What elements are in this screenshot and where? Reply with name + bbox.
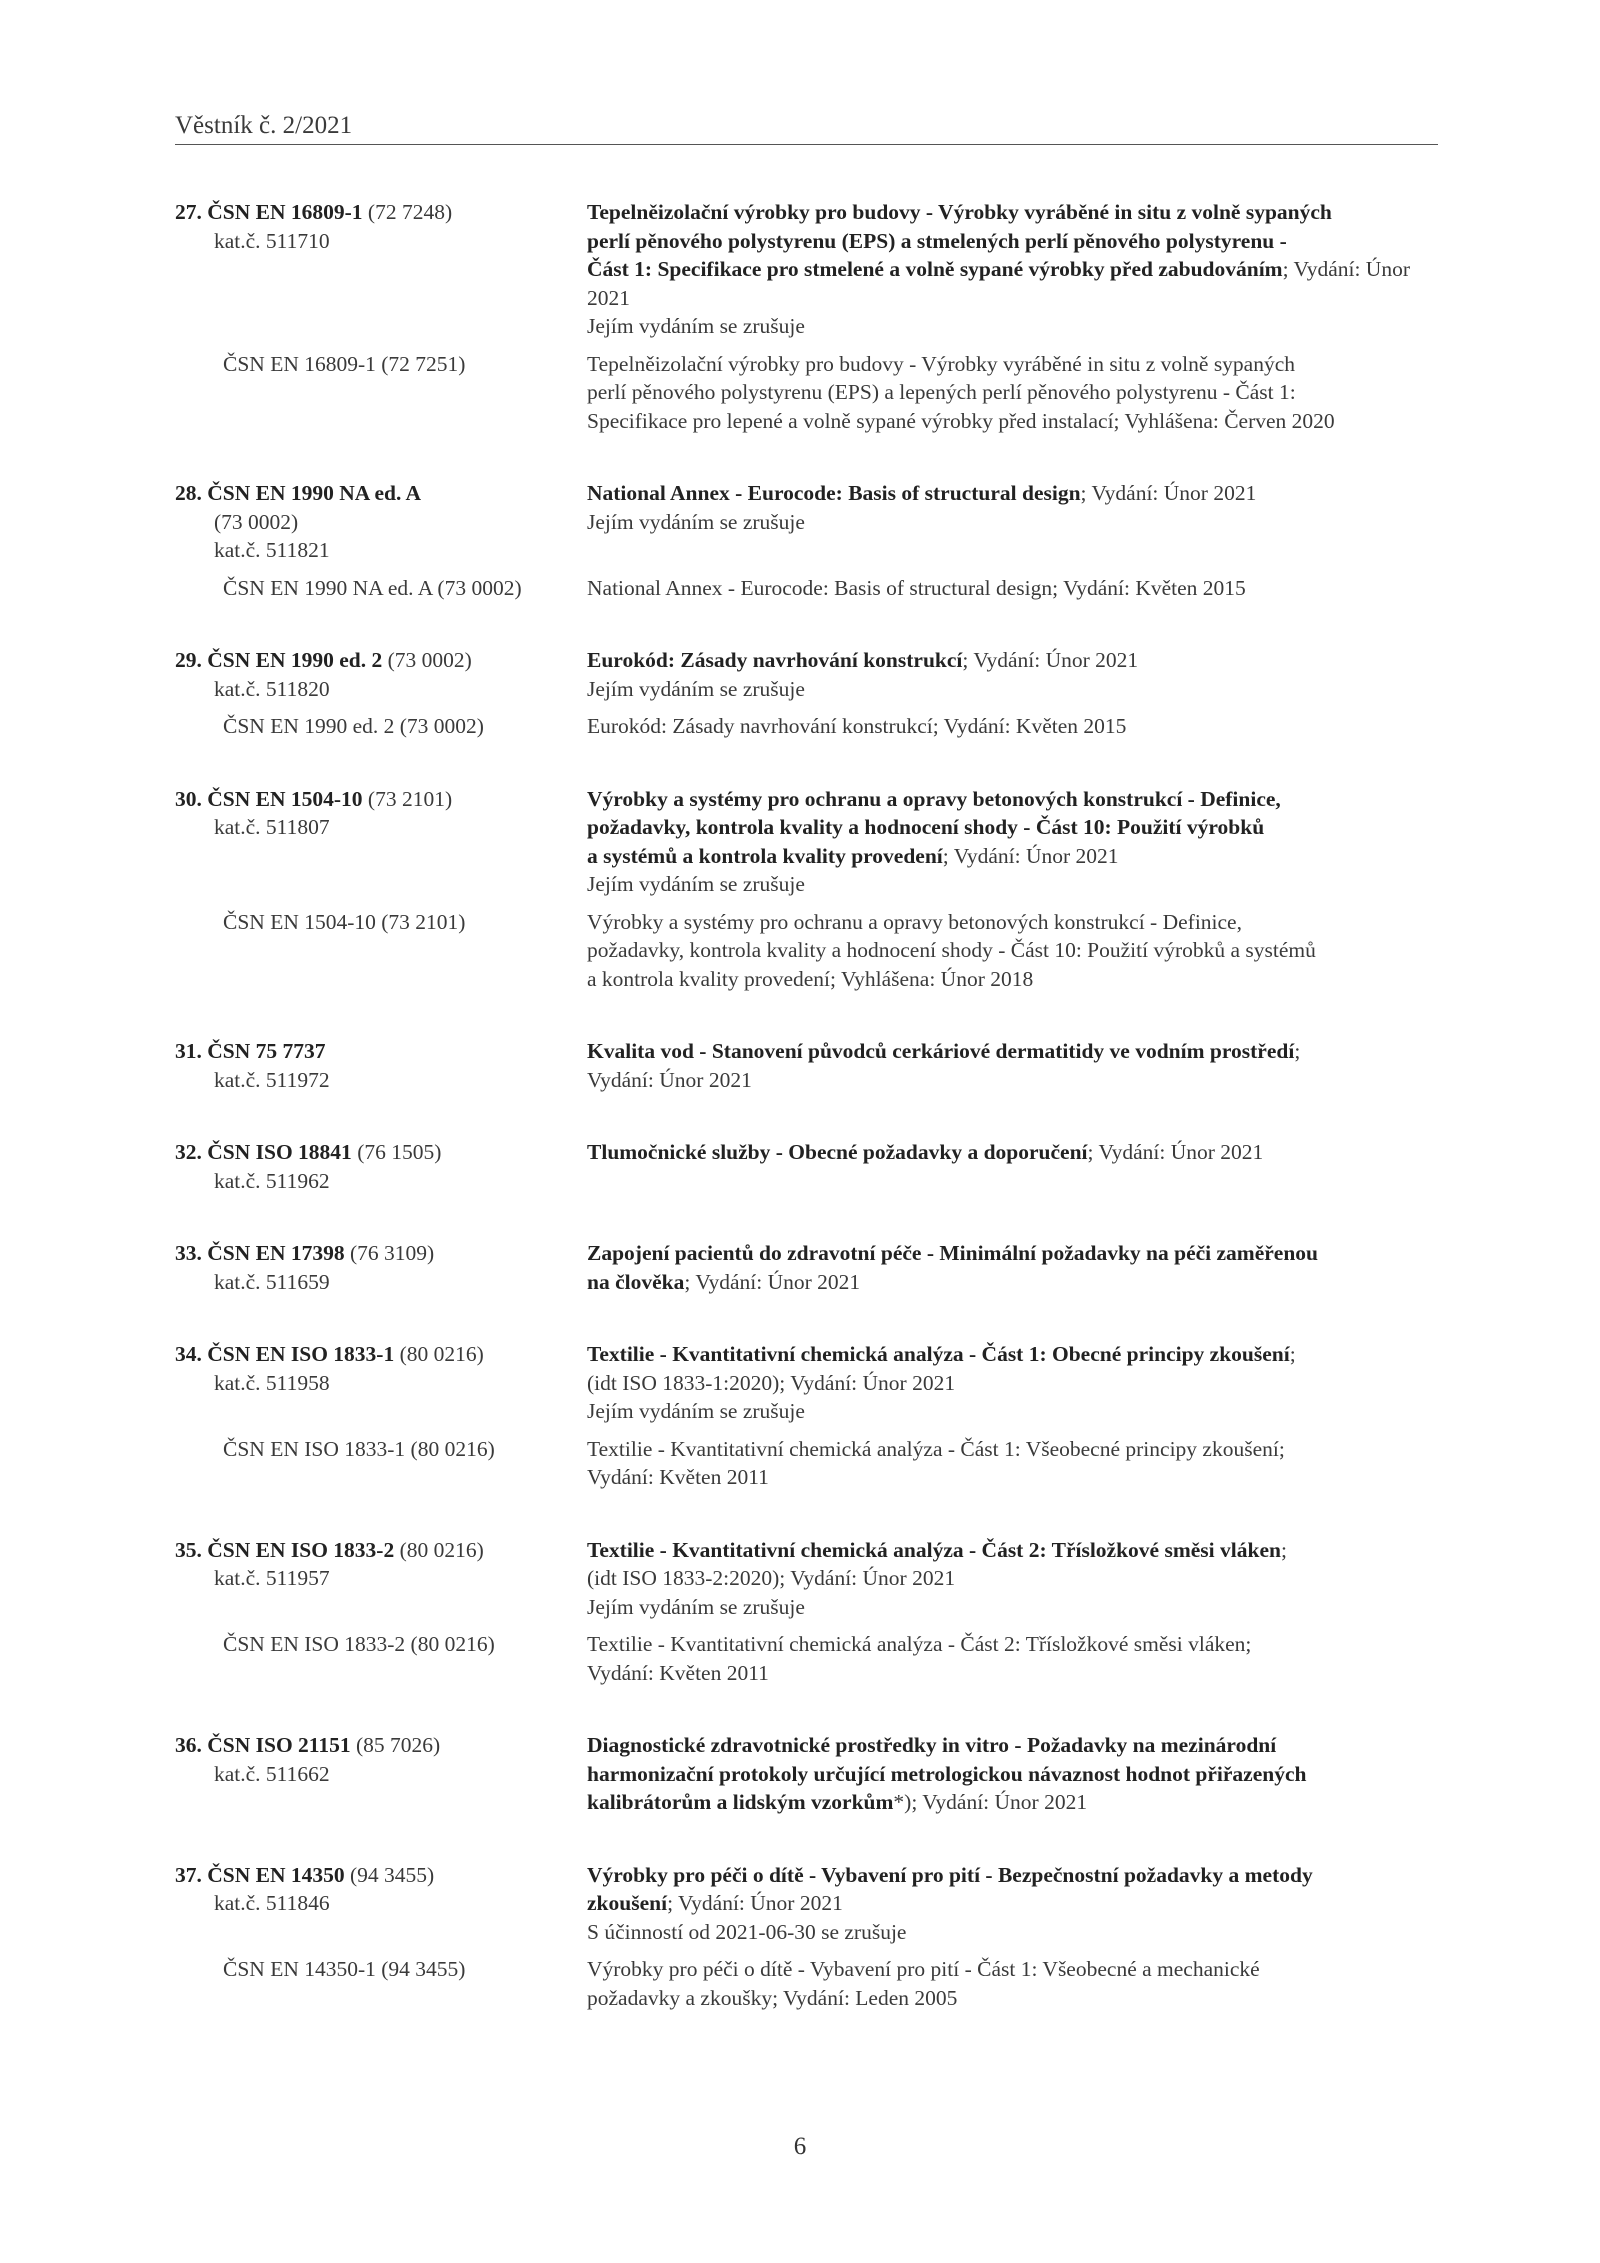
replaced-line: Vydání: Květen 2011 [587,1660,769,1685]
entry-title: Tlumočnické služby - Obecné požadavky a doporučení [587,1140,1088,1164]
entry-code-line [175,1138,587,1167]
entry-title-line [587,646,1435,675]
entry-title: kalibrátorům a lidským vzorkům [587,1790,894,1814]
entry-code-line [175,1340,587,1369]
entry-main-row [175,1536,1600,1622]
entry-replaced-row [175,712,1600,741]
standards-list [0,198,1600,2056]
page-number: 6 [793,2133,807,2160]
replaced-description [587,574,1435,603]
entry-catalog-number: kat.č. 511846 [214,1891,330,1915]
entry-code-line [175,646,587,675]
entry-title: perlí pěnového polystyrenu (EPS) a stmelených perlí pěnového polystyrenu - [587,228,1287,253]
entry-title-line [587,198,1435,227]
entry-replaced-row [175,908,1600,994]
entry-catalog-number: kat.č. 511957 [214,1566,330,1590]
entry-catalog-number: kat.č. 511972 [214,1067,330,1092]
standard-entry [0,1037,1600,1094]
replaced-line: a kontrola kvality provedení; Vyhlášena: Únor 2018 [587,966,1034,991]
entry-identifier [175,1340,587,1426]
entry-number: 29. [175,648,208,672]
entry-title-line [587,1861,1435,1890]
entry-title: Textilie - Kvantitativní chemická analýza - Část 1: Obecné principy zkoušení [587,1342,1290,1366]
entry-main-row [175,479,1600,565]
entry-code-class: (85 7026) [350,1733,441,1757]
entry-main-row [175,646,1600,703]
entry-title-line [587,1138,1435,1167]
entry-issue: ; Vydání: Únor 2021 [587,257,1410,310]
entry-title-line [587,1037,1435,1066]
entry-number: 27. [175,200,208,224]
entry-title: Výrobky pro péči o dítě - Vybavení pro pití - Bezpečnostní požadavky a metody [587,1862,1313,1887]
entry-title-line [587,227,1435,256]
entry-code-class: (80 0216) [394,1342,484,1366]
entry-title-line [587,1340,1435,1369]
entry-number: 31. [175,1039,208,1063]
page-header: Věstník č. 2/2021 [175,112,1438,145]
entry-title: požadavky, kontrola kvality a hodnocení shody - Část 10: Použití výrobků [587,815,1265,839]
entry-main-row [175,785,1600,899]
entry-code-class: (76 3109) [344,1241,435,1265]
entry-code: ČSN EN 17398 [207,1241,345,1265]
entry-identifier [175,785,587,899]
entry-code: ČSN EN 1990 NA ed. A [207,481,422,505]
entry-catalog-number: kat.č. 511710 [214,228,330,253]
entry-identifier [175,1536,587,1622]
entry-title: National Annex - Eurocode: Basis of structural design [587,481,1081,505]
entry-title: Eurokód: Zásady navrhování konstrukcí [587,648,963,672]
entry-issue: ; Vydání: Únor 2021 [667,1891,843,1915]
entry-main-row [175,1037,1600,1094]
entry-code-line [175,1536,587,1565]
replaced-description [587,1435,1435,1492]
entry-code-class: (72 7248) [362,200,453,224]
standard-entry [0,1340,1600,1492]
entry-status: Jejím vydáním se zrušuje [587,1594,805,1619]
entry-code-class: (73 0002) [382,648,472,672]
entry-description [587,785,1435,899]
entry-catalog-number: kat.č. 511821 [214,538,330,562]
entry-catalog-number: kat.č. 511807 [214,815,330,839]
entry-replaced-row [175,574,1600,603]
entry-title-line [587,1788,1435,1817]
replaced-line: National Annex - Eurocode: Basis of structural design; Vydání: Květen 2015 [587,575,1246,600]
replaced-code: ČSN EN 1504-10 (73 2101) [223,909,466,934]
entry-title: Textilie - Kvantitativní chemická analýza - Část 2: Třísložkové směsi vláken [587,1537,1281,1562]
entry-title: zkoušení [587,1891,668,1915]
entry-title-line [587,813,1435,842]
entry-code-line [175,1861,587,1890]
standard-entry [0,1239,1600,1296]
replaced-line: požadavky a zkoušky; Vydání: Leden 2005 [587,1985,958,2010]
entry-title-line [587,479,1435,508]
entry-code: ČSN EN 1990 ed. 2 [207,648,383,672]
entry-issue: ; Vydání: Únor 2021 [942,843,1119,868]
entry-title: Část 1: Specifikace pro stmelené a volně sypané výrobky před zabudováním [587,257,1283,281]
entry-title: Zapojení pacientů do zdravotní péče - Minimální požadavky na péči zaměřenou [587,1241,1318,1265]
entry-description [587,1536,1435,1622]
entry-main-row [175,1340,1600,1426]
entry-code-line [175,1239,587,1268]
replaced-line: Vydání: Květen 2011 [587,1465,769,1489]
replaced-line: Textilie - Kvantitativní chemická analýza - Část 2: Třísložkové směsi vláken; [587,1632,1252,1656]
entry-code-line [175,479,587,508]
entry-number: 32. [175,1140,208,1164]
entry-status: Jejím vydáním se zrušuje [587,509,805,534]
replaced-code: ČSN EN ISO 1833-2 (80 0216) [223,1632,495,1656]
entry-identifier [175,1731,587,1817]
entry-code-class: (73 0002) [214,509,299,534]
entry-status: Jejím vydáním se zrušuje [587,1399,805,1423]
entry-identifier [175,198,587,341]
entry-issue: ; [1289,1342,1296,1366]
entry-title-line [587,1760,1435,1789]
entry-issue: *); Vydání: Únor 2021 [893,1790,1088,1814]
entry-main-row [175,198,1600,341]
replaced-code: ČSN EN 1990 ed. 2 (73 0002) [223,714,484,738]
entry-title-line [587,785,1435,814]
standard-entry [0,198,1600,435]
entry-number: 35. [175,1537,208,1562]
entry-catalog-number: kat.č. 511962 [214,1168,330,1193]
entry-title-line [587,1889,1435,1918]
entry-code-line [175,1731,587,1760]
entry-main-row [175,1731,1600,1817]
entry-code: ČSN ISO 18841 [207,1140,352,1164]
entry-title-line [587,1536,1435,1565]
entry-title: Diagnostické zdravotnické prostředky in vitro - Požadavky na mezinárodní [587,1733,1277,1757]
entry-number: 37. [175,1862,208,1887]
entry-title-line [587,1731,1435,1760]
entry-main-row [175,1239,1600,1296]
entry-number: 30. [175,786,208,811]
entry-catalog-number: kat.č. 511820 [214,676,330,701]
entry-main-row [175,1138,1600,1195]
standard-entry [0,479,1600,602]
replaced-description [587,350,1435,436]
entry-description [587,198,1435,341]
entry-identifier [175,1138,587,1195]
entry-description [587,1239,1435,1296]
entry-issue: ; Vydání: Únor 2021 [962,648,1139,672]
standard-entry [0,1138,1600,1195]
replaced-description [587,1630,1435,1687]
entry-replaced-row [175,350,1600,436]
standard-entry [0,1536,1600,1688]
entry-title: Tepelněizolační výrobky pro budovy - Výrobky vyráběné in situ z volně sypaných [587,200,1332,224]
entry-title-line [587,255,1435,312]
entry-number: 33. [175,1241,208,1265]
replaced-description [587,712,1435,741]
entry-catalog-number: kat.č. 511659 [214,1269,330,1294]
entry-identifier [175,479,587,565]
standard-entry [0,785,1600,994]
entry-code-line [175,1037,587,1066]
entry-catalog-number: kat.č. 511662 [214,1761,330,1786]
entry-description [587,1138,1435,1195]
entry-code: ČSN EN ISO 1833-1 [207,1342,395,1366]
standard-entry [0,1731,1600,1817]
entry-code-line [175,198,587,227]
entry-replaced-row [175,1955,1600,2012]
entry-code: ČSN EN ISO 1833-2 [207,1537,395,1562]
replaced-line: požadavky, kontrola kvality a hodnocení shody - Část 10: Použití výrobků a systémů [587,938,1316,962]
entry-description [587,1731,1435,1817]
entry-title-line [587,1268,1435,1297]
replaced-code: ČSN EN 14350-1 (94 3455) [223,1957,466,1981]
replaced-code: ČSN EN ISO 1833-1 (80 0216) [223,1436,495,1461]
entry-number: 36. [175,1733,208,1757]
replaced-code: ČSN EN 16809-1 (72 7251) [223,351,466,376]
entry-status: Jejím vydáním se zrušuje [587,676,805,701]
entry-number: 34. [175,1342,208,1366]
replaced-code: ČSN EN 1990 NA ed. A (73 0002) [223,575,522,600]
entry-code: ČSN ISO 21151 [207,1733,351,1757]
entry-identifier [175,1861,587,1947]
entry-identifier [175,1037,587,1094]
entry-title-line [587,1239,1435,1268]
entry-issue-line: (idt ISO 1833-2:2020); Vydání: Únor 2021 [587,1566,956,1590]
entry-issue-line: (idt ISO 1833-1:2020); Vydání: Únor 2021 [587,1370,956,1395]
entry-title: a systémů a kontrola kvality provedení [587,843,943,868]
entry-description [587,1861,1435,1947]
entry-replaced-row [175,1435,1600,1492]
entry-issue: ; Vydání: Únor 2021 [1087,1140,1264,1164]
entry-identifier [175,1239,587,1296]
entry-title: Výrobky a systémy pro ochranu a opravy betonových konstrukcí - Definice, [587,786,1281,811]
replaced-line: Výrobky a systémy pro ochranu a opravy betonových konstrukcí - Definice, [587,909,1242,934]
entry-issue: ; [1294,1039,1301,1063]
entry-title: na člověka [587,1269,685,1294]
entry-code-class: (76 1505) [351,1140,442,1164]
entry-status: Jejím vydáním se zrušuje [587,872,805,896]
standard-entry [0,646,1600,741]
entry-issue: ; [1280,1537,1287,1562]
entry-status: Jejím vydáním se zrušuje [587,314,805,338]
entry-code-class: (94 3455) [344,1862,435,1887]
entry-title: Kvalita vod - Stanovení původců cerkáriové dermatitidy ve vodním prostředí [587,1039,1295,1063]
entry-code: ČSN EN 1504-10 [207,786,363,811]
entry-code: ČSN 75 7737 [207,1039,326,1063]
replaced-line: Eurokód: Zásady navrhování konstrukcí; Vydání: Květen 2015 [587,714,1127,738]
replaced-description [587,1955,1435,2012]
entry-code: ČSN EN 16809-1 [207,200,363,224]
entry-issue: ; Vydání: Únor 2021 [1080,481,1257,505]
replaced-line: perlí pěnového polystyrenu (EPS) a lepených perlí pěnového polystyrenu - Část 1: [587,380,1296,404]
entry-catalog-number: kat.č. 511958 [214,1370,330,1395]
entry-code: ČSN EN 14350 [207,1862,345,1887]
entry-description [587,1340,1435,1426]
entry-issue-line: Vydání: Únor 2021 [587,1067,752,1092]
entry-identifier [175,646,587,703]
entry-code-line [175,785,587,814]
entry-code-class: (80 0216) [394,1537,484,1562]
entry-title-line [587,842,1435,871]
replaced-description [587,908,1435,994]
entry-title: harmonizační protokoly určující metrologickou návaznost hodnot přiřazených [587,1761,1307,1786]
entry-number: 28. [175,481,208,505]
entry-status: S účinností od 2021-06-30 se zrušuje [587,1919,907,1944]
entry-issue: ; Vydání: Únor 2021 [684,1269,861,1294]
replaced-line: Specifikace pro lepené a volně sypané výrobky před instalací; Vyhlášena: Červen 2020 [587,408,1335,433]
entry-description [587,646,1435,703]
entry-description [587,479,1435,565]
standard-entry [0,1861,1600,2013]
entry-main-row [175,1861,1600,1947]
entry-replaced-row [175,1630,1600,1687]
replaced-line: Textilie - Kvantitativní chemická analýza - Část 1: Všeobecné principy zkoušení; [587,1436,1285,1461]
entry-description [587,1037,1435,1094]
replaced-line: Tepelněizolační výrobky pro budovy - Výrobky vyráběné in situ z volně sypaných [587,351,1296,376]
replaced-line: Výrobky pro péči o dítě - Vybavení pro pití - Část 1: Všeobecné a mechanické [587,1957,1260,1981]
entry-code-class: (73 2101) [362,786,453,811]
